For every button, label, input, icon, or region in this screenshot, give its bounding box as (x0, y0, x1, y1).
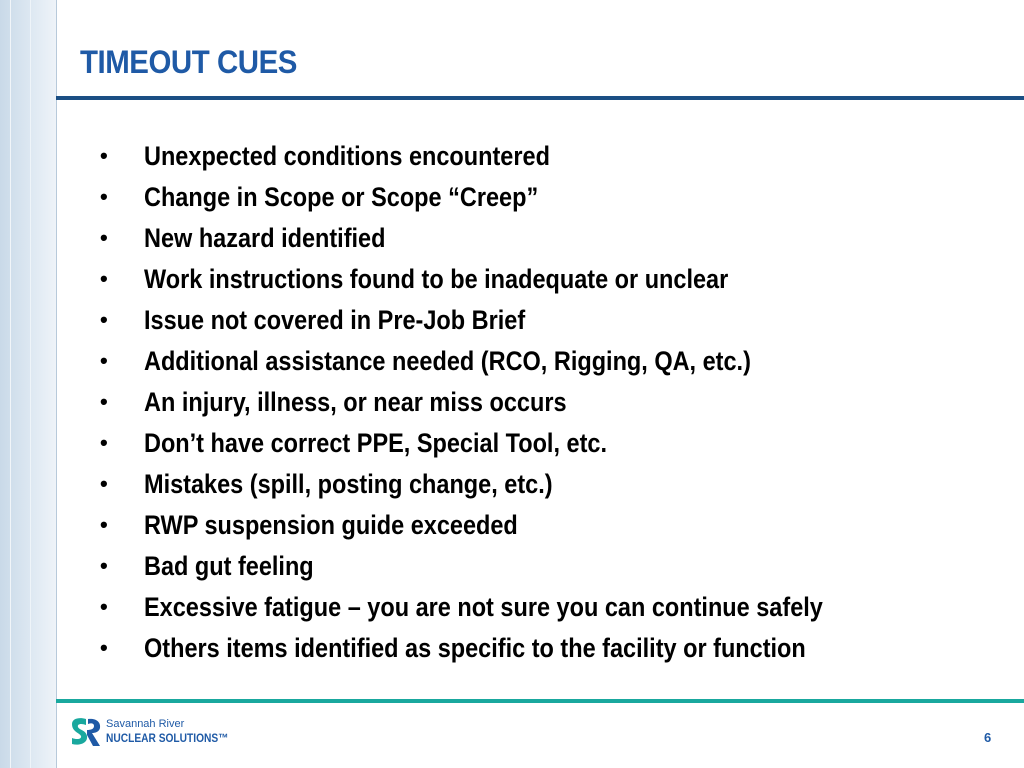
bullet-icon: • (100, 307, 108, 332)
bullet-icon: • (100, 594, 108, 619)
bullet-icon: • (100, 266, 108, 291)
company-logo (68, 714, 238, 754)
bullet-text: Mistakes (spill, posting change, etc.) (144, 469, 553, 499)
bullet-text: Additional assistance needed (RCO, Rigging, QA, etc.) (144, 346, 751, 376)
bullet-icon: • (100, 225, 108, 250)
bullet-icon: • (100, 184, 108, 209)
bullet-text: RWP suspension guide exceeded (144, 510, 518, 540)
bullet-icon: • (100, 635, 108, 660)
srns-logo-icon (68, 714, 104, 750)
bullet-text: Issue not covered in Pre-Job Brief (144, 305, 526, 335)
bullet-icon: • (100, 553, 108, 578)
bullet-icon: • (100, 143, 108, 168)
bullet-icon: • (100, 430, 108, 455)
title-divider (56, 96, 1024, 100)
bullet-text: New hazard identified (144, 223, 386, 253)
bullet-icon: • (100, 512, 108, 537)
page-number: 6 (984, 730, 992, 745)
logo-text-line1: Savannah River (106, 718, 185, 730)
bullet-text: Don’t have correct PPE, Special Tool, etc. (144, 428, 607, 458)
bullet-icon: • (100, 389, 108, 414)
bullet-text: Change in Scope or Scope “Creep” (144, 182, 539, 212)
bullet-text: Bad gut feeling (144, 551, 314, 581)
bullet-text: Others items identified as specific to the facility or function (144, 633, 806, 663)
slide-title: TIMEOUT CUES (80, 44, 297, 80)
left-decorative-band (0, 0, 57, 768)
bullet-text: Unexpected conditions encountered (144, 141, 550, 171)
bullet-text: An injury, illness, or near miss occurs (144, 387, 567, 417)
bullet-icon: • (100, 471, 108, 496)
logo-text-line2: NUCLEAR SOLUTIONS™ (106, 731, 229, 745)
bullet-text: Excessive fatigue – you are not sure you can continue safely (144, 592, 823, 622)
bullet-icon: • (100, 348, 108, 373)
bullet-text: Work instructions found to be inadequate or unclear (144, 264, 729, 294)
footer-divider (56, 699, 1024, 703)
